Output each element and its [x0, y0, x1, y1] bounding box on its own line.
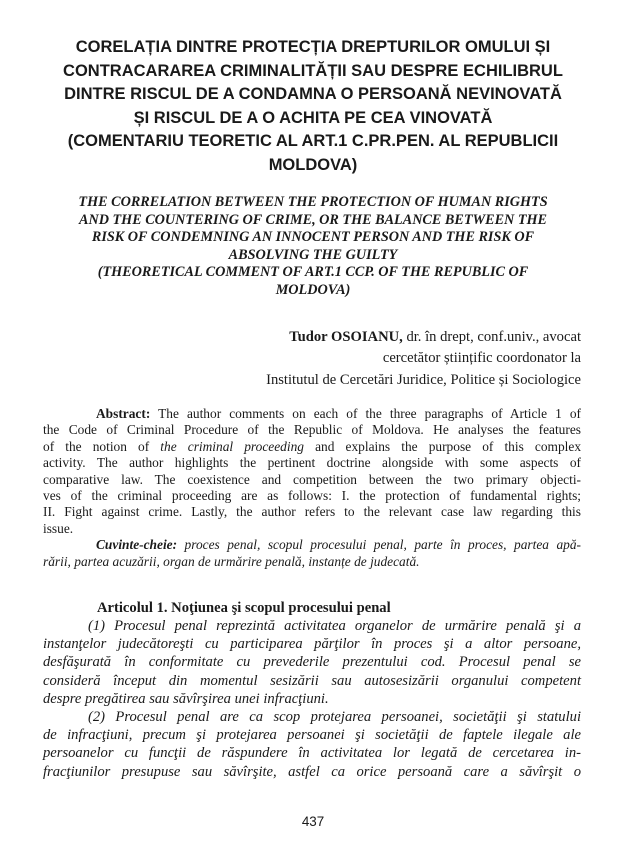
author-credentials: dr. în drept, conf.univ., avocat [402, 329, 581, 345]
title-en-line: AND THE COUNTERING OF CRIME, OR THE BALANCE BETWEEN THE [78, 211, 547, 228]
article-line: instanţelor judecătoreşti cu participarea părţilor în proces şi a altor persoane, [43, 636, 581, 653]
abstract-line [43, 439, 581, 455]
author-line-1 [266, 327, 581, 348]
article-body [43, 617, 581, 781]
title-ro-line: ȘI RISCUL DE A O ACHITA PE CEA VINOVATĂ [133, 108, 493, 127]
keywords-line [43, 537, 581, 553]
abstract-line: comparative law. The coexistence and competition between the two primary objecti- [43, 471, 581, 487]
author-block [266, 327, 581, 391]
abstract-block [43, 406, 581, 570]
title-romanian [40, 36, 586, 178]
article-line: persoanelor cu funcţii de răspundere în activitatea lor legată de cercetarea in- [43, 745, 581, 762]
article-line: (1) Procesul penal reprezintă activitatea organelor de urmărire penală şi a [88, 618, 581, 634]
author-name: Tudor OSOIANU, [289, 329, 403, 345]
title-en-line: MOLDOVA) [275, 281, 351, 298]
title-ro-line: CORELAȚIA DINTRE PROTECȚIA DREPTURILOR OMULUI ȘI [75, 38, 551, 56]
article-line: despre pregătirea sau săvîrşirea unei infracţiuni. [43, 690, 329, 707]
article-line: desfăşurată în conformitate cu prevederile prezentului cod. Procesul penal se [43, 654, 581, 671]
title-english [40, 194, 586, 300]
article-line: consideră început din momentul sesizării sau autosesizării organului competent [43, 672, 581, 689]
abstract-text: The author comments on each of the three paragraphs of Article 1 of [150, 406, 581, 421]
article-heading: Articolul 1. Noţiunea şi scopul procesului penal [97, 600, 391, 616]
title-en-line: RISK OF CONDEMNING AN INNOCENT PERSON AND THE RISK OF [91, 229, 535, 246]
title-en-line: THE CORRELATION BETWEEN THE PROTECTION OF HUMAN RIGHTS [78, 194, 548, 210]
keywords-line: rării, partea acuzării, organ de urmărire penală, instanțe de judecată. [43, 553, 420, 569]
title-ro-line: DINTRE RISCUL DE A CONDAMNA O PERSOANĂ NEVINOVATĂ [64, 85, 562, 104]
article-line: de infracţiuni, precum şi protejarea persoanei şi societăţii de faptele ilegale ale [43, 727, 581, 744]
title-ro-line: MOLDOVA) [268, 155, 358, 174]
article-line: (2) Procesul penal are ca scop protejarea persoanei, societăţii şi statului [88, 709, 581, 726]
abstract-text: of the notion of [43, 438, 161, 454]
title-ro-line: CONTRACARAREA CRIMINALITĂȚII SAU DESPRE ECHILIBRUL [63, 61, 563, 80]
title-en-line: ABSOLVING THE GUILTY [228, 246, 398, 263]
keywords-label: Cuvinte-cheie: [96, 537, 178, 553]
author-line-3: Institutul de Cercetări Juridice, Politice și Sociologice [266, 371, 581, 388]
abstract-label: Abstract: [96, 406, 151, 421]
title-en-line: (THEORETICAL COMMENT OF ART.1 CCP. OF THE REPUBLIC OF [97, 264, 529, 281]
abstract-line: II. Fight against crime. Lastly, the author refers to the relevant case law regarding this [43, 504, 581, 520]
abstract-line [43, 406, 581, 422]
author-line-2: cercetător științific coordonator la [382, 350, 581, 367]
abstract-line: the Code of Criminal Procedure of the Republic of Moldova. He analyses the features [43, 422, 581, 438]
abstract-line: issue. [43, 520, 74, 536]
keywords-text: proces penal, scopul procesului penal, parte în proces, partea apă- [177, 537, 581, 553]
abstract-text: and explains the purpose of this complex [303, 438, 582, 454]
article-line: fracţiunilor presupuse sau săvîrşite, astfel ca orice persoană care a săvîrşit o [43, 763, 581, 780]
abstract-emphasis: the criminal proceeding [160, 438, 304, 454]
abstract-line: ves of the criminal proceeding are as follows: I. the protection of fundamental rights; [43, 488, 581, 504]
abstract-line: activity. The author highlights the pertinent doctrine alongside with some aspects of [43, 455, 581, 471]
title-ro-line: (COMENTARIU TEORETIC AL ART.1 C.PR.PEN. AL REPUBLICII [67, 132, 559, 151]
page-number: 437 [301, 814, 325, 829]
